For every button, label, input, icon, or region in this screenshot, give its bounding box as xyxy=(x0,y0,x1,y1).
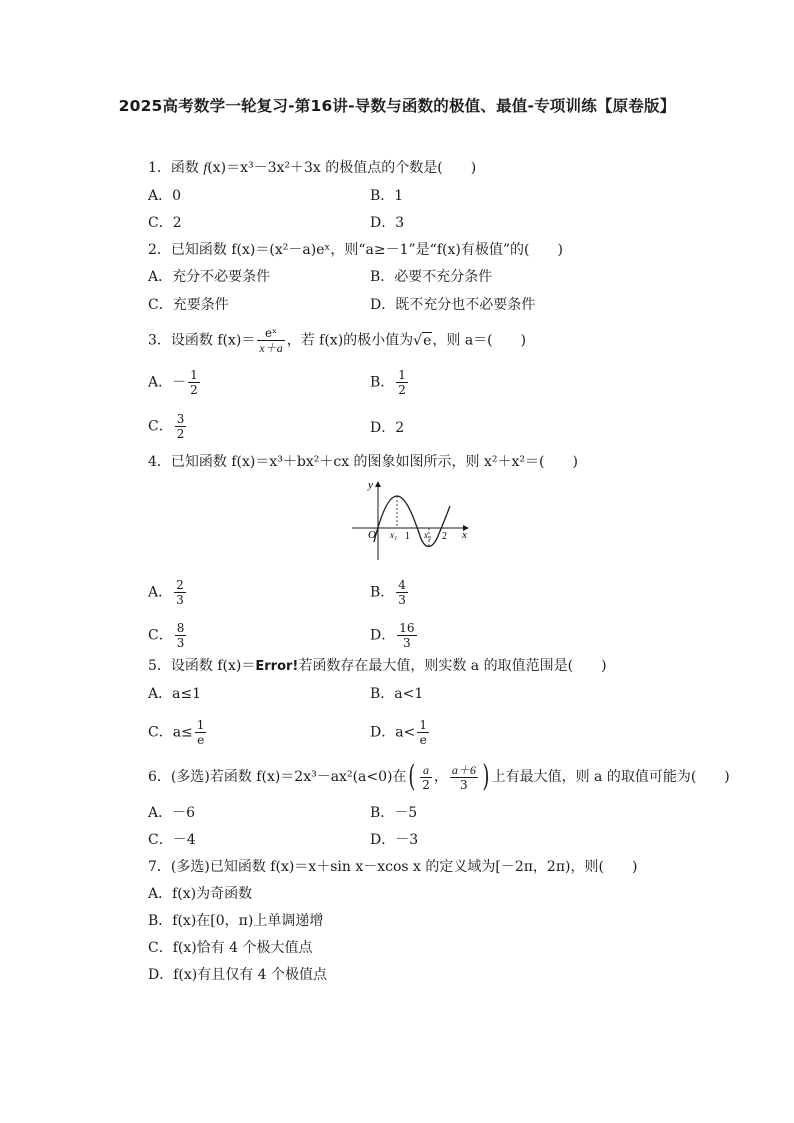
fraction xyxy=(417,718,429,747)
fraction xyxy=(195,718,207,747)
option-4b xyxy=(370,578,410,607)
option-5d xyxy=(370,718,431,747)
x1-label: x₁ xyxy=(390,530,398,540)
question-number: 5． xyxy=(148,658,171,674)
fraction xyxy=(396,368,408,397)
fraction xyxy=(396,578,408,607)
question-number: 2． xyxy=(148,242,171,258)
option-label: C．a≤ xyxy=(148,724,193,741)
option-label: D．a< xyxy=(370,724,416,741)
stem-text: 已知函数 f(x)＝x³＋bx²＋cx 的图象如图所示，则 x²＋x²＝( ) xyxy=(170,454,578,470)
fraction-denominator: e xyxy=(197,733,205,747)
stem-text: 上有最大值，则 a 的取值可能为( ) xyxy=(491,769,730,785)
x2-label: x₂ xyxy=(424,530,432,540)
fraction-denominator: 2 xyxy=(398,383,406,397)
option-5b: B．a<1 xyxy=(370,686,424,702)
option-6b: B．－5 xyxy=(370,805,418,821)
page-title: 2025高考数学一轮复习-第16讲-导数与函数的极值、最值-专项训练【原卷版】 xyxy=(118,97,676,115)
fraction-numerator: 1 xyxy=(419,718,427,732)
option-label: C． xyxy=(148,627,173,644)
fraction xyxy=(188,368,200,397)
option-4c xyxy=(148,621,188,650)
stem-text: 设函数 f(x)＝ xyxy=(170,658,256,674)
option-label: D． xyxy=(370,627,396,644)
fraction-numerator: a＋6 xyxy=(451,762,476,777)
fraction-denominator: 3 xyxy=(460,777,468,792)
tick-2-label: 2 xyxy=(442,531,447,542)
origin-label: O xyxy=(368,529,376,541)
question-number: 6． xyxy=(148,769,171,785)
fraction-numerator: eˣ xyxy=(257,326,284,341)
question-6-stem xyxy=(148,759,730,794)
question-2-stem xyxy=(148,240,563,260)
right-paren: ) xyxy=(482,759,490,794)
fraction-denominator: 2 xyxy=(176,427,185,441)
option-6c: C．－4 xyxy=(148,832,196,848)
fraction xyxy=(174,578,186,607)
fraction xyxy=(397,621,416,650)
sqrt-radicand: e xyxy=(423,332,432,349)
option-7d: D．f(x)有且仅有 4 个极值点 xyxy=(148,967,328,983)
tick-1-label: 1 xyxy=(405,531,410,542)
stem-text: 已知函数 f(x)＝(x²－a)eˣ，则“a≥－1”是“f(x)有极值”的( ) xyxy=(170,242,563,258)
error-placeholder: Error! xyxy=(255,659,299,674)
option-6a: A．－6 xyxy=(148,805,196,821)
option-3b xyxy=(370,368,410,397)
stem-text: (多选)已知函数 f(x)＝x＋sin x－xcos x 的定义域为[－2π，2π)，则( ) xyxy=(170,859,638,875)
option-3d: D．2 xyxy=(370,420,405,436)
fraction-denominator: e xyxy=(419,733,427,747)
stem-text: (多选)若函数 f(x)＝2x³－ax²(a<0)在 xyxy=(170,769,407,785)
stem-text: (x)＝x³－3x²＋3x 的极值点的个数是( ) xyxy=(207,160,477,176)
fraction-numerator: 1 xyxy=(398,368,406,382)
stem-text: ，若 f(x)的极小值为 xyxy=(286,332,414,349)
stem-text: 函数 xyxy=(170,160,204,176)
fraction xyxy=(450,763,478,792)
fraction-numerator: 16 xyxy=(399,621,415,635)
question-1-stem xyxy=(148,158,476,179)
option-2a: A．充分不必要条件 xyxy=(148,269,271,285)
fraction-denominator: 2 xyxy=(190,383,198,397)
option-5a: A．a≤1 xyxy=(148,686,202,702)
option-2b: B．必要不充分条件 xyxy=(370,269,493,285)
option-5c xyxy=(148,718,208,747)
option-label: A． xyxy=(148,374,173,391)
option-7b: B．f(x)在[0，π)上单调递增 xyxy=(148,913,324,929)
option-1a: A．0 xyxy=(148,188,182,204)
fraction-numerator: 4 xyxy=(398,578,406,592)
function-graph xyxy=(348,478,472,562)
option-4a xyxy=(148,578,188,607)
fraction-numerator: 1 xyxy=(196,718,205,732)
question-number: 3． xyxy=(148,332,171,349)
stem-func: f xyxy=(203,161,208,176)
fraction-numerator: a xyxy=(420,763,432,778)
stem-text: 若函数存在最大值，则实数 a 的取值范围是( ) xyxy=(298,658,607,674)
question-number: 7． xyxy=(148,859,171,875)
fraction-denominator: 3 xyxy=(176,593,184,607)
fraction xyxy=(257,326,284,355)
option-7c: C．f(x)恰有 4 个极大值点 xyxy=(148,940,313,956)
fraction xyxy=(175,621,187,650)
fraction-denominator: 2 xyxy=(422,777,430,792)
fraction-numerator: 8 xyxy=(176,621,185,635)
sqrt-symbol: √e xyxy=(413,332,432,349)
option-label: B． xyxy=(370,584,395,601)
curve xyxy=(374,496,450,547)
question-number: 1． xyxy=(148,160,171,176)
fraction-denominator: 3 xyxy=(398,593,406,607)
option-6d: D．－3 xyxy=(370,832,419,848)
fraction-denominator: 3 xyxy=(403,636,411,650)
x-axis-label: x xyxy=(462,529,467,541)
option-2c: C．充要条件 xyxy=(148,297,229,313)
fraction xyxy=(175,412,187,441)
option-label: A． xyxy=(148,584,173,601)
option-label: C． xyxy=(148,418,173,435)
option-3a xyxy=(148,368,202,397)
stem-text: 设函数 f(x)＝ xyxy=(170,332,256,349)
question-7-stem xyxy=(148,857,637,877)
stem-text: ， xyxy=(433,769,448,785)
option-7a: A．f(x)为奇函数 xyxy=(148,886,253,902)
fraction-numerator: 1 xyxy=(190,368,198,382)
fraction-numerator: 3 xyxy=(176,412,185,426)
option-3c xyxy=(148,412,188,441)
option-label: B． xyxy=(370,374,395,391)
option-1c: C．2 xyxy=(148,215,182,231)
option-1b: B．1 xyxy=(370,188,404,204)
left-paren: ( xyxy=(408,759,416,794)
option-1d: D．3 xyxy=(370,215,405,231)
option-sign: － xyxy=(172,374,187,391)
fraction-denominator: x＋a xyxy=(259,341,283,355)
question-number: 4． xyxy=(148,454,171,470)
question-5-stem xyxy=(148,656,607,677)
option-2d: D．既不充分也不必要条件 xyxy=(370,297,536,313)
question-3-stem xyxy=(148,326,526,355)
fraction-denominator: 3 xyxy=(176,636,185,650)
question-4-stem xyxy=(148,452,578,472)
option-4d xyxy=(370,621,419,650)
stem-text: ，则 a＝( ) xyxy=(432,332,527,349)
fraction xyxy=(420,763,432,792)
y-axis-label: y xyxy=(368,479,373,491)
fraction-numerator: 2 xyxy=(176,578,184,592)
